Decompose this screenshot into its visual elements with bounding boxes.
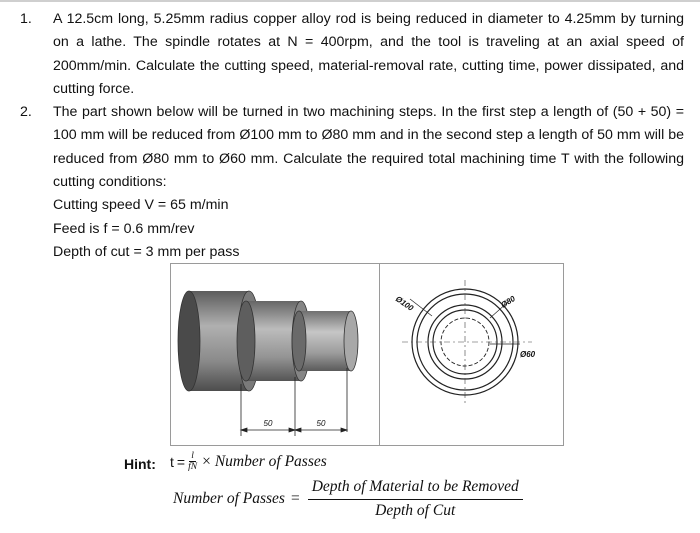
problem-list xyxy=(20,8,684,264)
dimension-label: 50 xyxy=(316,419,326,428)
fraction-denominator: fN xyxy=(188,462,198,472)
equals-sign: = xyxy=(290,490,300,507)
problem-body xyxy=(53,101,684,264)
equals-sign: = xyxy=(176,453,186,470)
number-of-passes-formula xyxy=(173,478,523,520)
passes-term: Number of Passes xyxy=(214,452,327,470)
small-cylinder xyxy=(299,311,351,371)
times-sign: × xyxy=(202,452,211,470)
part-figure xyxy=(170,263,564,446)
dimension-label: 50 xyxy=(263,419,273,428)
passes-lhs: Number of Passes xyxy=(173,490,285,507)
fraction-numerator: l xyxy=(191,451,194,461)
machining-time-formula xyxy=(170,451,327,472)
shaft-end-view xyxy=(380,264,563,445)
hint-label: Hint: xyxy=(124,456,156,472)
small-cylinder-start xyxy=(292,311,306,371)
problem-2 xyxy=(20,101,684,264)
problem-number: 1. xyxy=(20,11,32,27)
middle-cylinder-start xyxy=(237,301,255,381)
problem-text: The part shown below will be turned in two machining steps. In the first step a length of (50 + 50) = 100 mm will be reduced from Ø100 mm to Ø80 mm and in the second step a length of 50 mm will be reduced from Ø80 mm to Ø60 mm. Calculate the required total machining time T with the following cutting conditions: xyxy=(53,104,684,191)
length-over-feed-fraction xyxy=(188,451,197,472)
problem-text: A 12.5cm long, 5.25mm radius copper alloy rod is being reduced in diameter to 4.25mm by turning on a lathe. The spindle rotates at N = 400rpm, and the tool is traveling at an axial speed of 200mm/min. Calculate the cutting speed, material-removal rate, cutting time, power dissipated, and cutting force. xyxy=(53,11,684,97)
problem-1 xyxy=(20,8,684,101)
condition-cutting-speed: Cutting speed V = 65 m/min xyxy=(53,197,229,214)
stepped-shaft-side-view xyxy=(171,264,379,445)
diameter-100-label: Ø100 xyxy=(393,294,416,313)
top-rule xyxy=(0,0,700,2)
fraction-denominator: Depth of Cut xyxy=(375,502,456,519)
condition-depth-of-cut: Depth of cut = 3 mm per pass xyxy=(53,243,240,260)
fraction-numerator: Depth of Material to be Removed xyxy=(308,478,523,500)
passes-fraction xyxy=(308,478,523,520)
condition-feed: Feed is f = 0.6 mm/rev xyxy=(53,220,195,237)
time-symbol: t xyxy=(170,453,174,470)
diameter-80-label: Ø80 xyxy=(499,294,517,310)
small-cylinder-end xyxy=(344,311,358,371)
problem-number: 2. xyxy=(20,104,32,121)
large-cylinder-end xyxy=(178,291,200,391)
diameter-60-label: Ø60 xyxy=(520,350,536,359)
